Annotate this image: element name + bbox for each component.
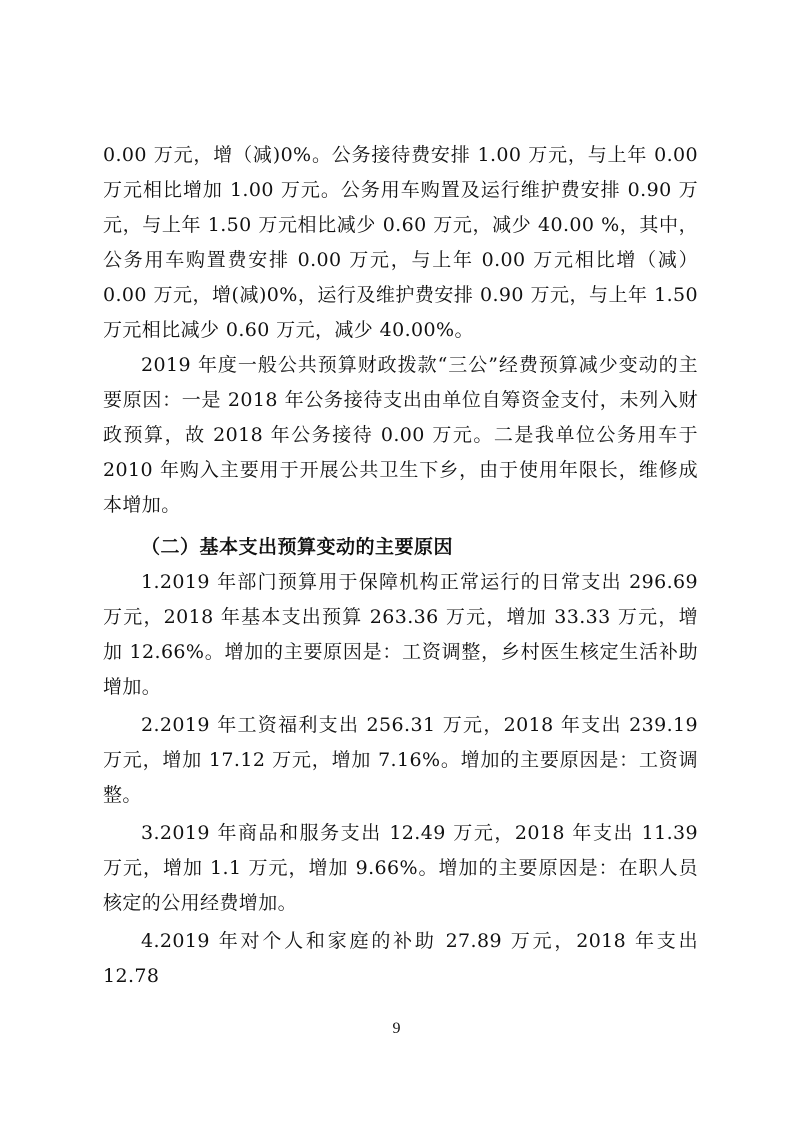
section-heading-basic-expenditure: （二）基本支出预算变动的主要原因: [141, 536, 454, 558]
paragraph-item-3-goods-services: 3.2019 年商品和服务支出 12.49 万元，2018 年支出 11.39 万元，增加 1.1 万元，增加 9.66%。增加的主要原因是：在职人员核定的公用经费增加。: [103, 822, 698, 914]
paragraph-item-2-wage-welfare: 2.2019 年工资福利支出 256.31 万元，2018 年支出 239.19 万元，增加 17.12 万元，增加 7.16%。增加的主要原因是：工资调整。: [103, 714, 698, 806]
paragraph-item-1-daily-expenditure: 1.2019 年部门预算用于保障机构正常运行的日常支出 296.69 万元，2018 年基本支出预算 263.36 万元，增加 33.33 万元，增加 12.66%。增加的主要原因是：工资调整，乡村医生核定生活补助增加。: [103, 571, 698, 698]
document-body: [103, 138, 698, 994]
paragraph-item-4-personal-subsidy: 4.2019 年对个人和家庭的补助 27.89 万元，2018 年支出 12.78: [103, 930, 698, 987]
paragraph-sangong-reasons: 2019 年度一般公共预算财政拨款“三公”经费预算减少变动的主要原因：一是 2018 年公务接待支出由单位自筹资金支付，未列入财政预算，故 2018 年公务接待 0.00 万元。二是我单位公务用车于 2010 年购入主要用于开展公共卫生下乡，由于使用年限长，维修成本增加。: [103, 354, 698, 516]
paragraph-sangong-details: 0.00 万元，增（减)0%。公务接待费安排 1.00 万元，与上年 0.00 万元相比增加 1.00 万元。公务用车购置及运行维护费安排 0.90 万元，与上年 1.50 万元相比减少 0.60 万元，减少 40.00 %，其中，公务用车购置费安排 0.00 万元，与上年 0.00 万元相比增（减）0.00 万元，增(减)0%，运行及维护费安排 0.90 万元，与上年 1.50 万元相比减少 0.60 万元，减少 40.00%。: [103, 144, 698, 341]
page-number: 9: [392, 1020, 401, 1037]
